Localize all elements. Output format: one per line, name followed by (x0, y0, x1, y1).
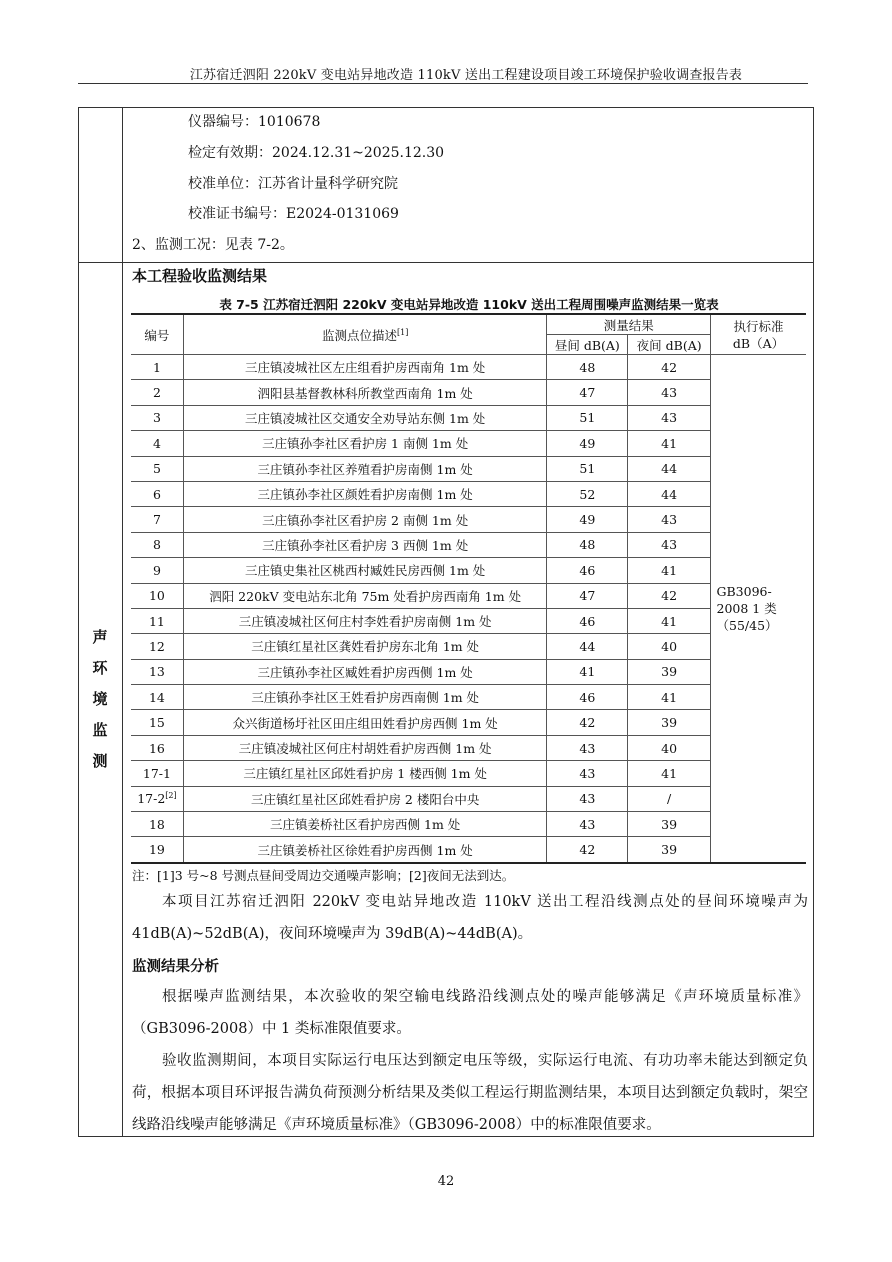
cell-night: 39 (628, 710, 711, 735)
table-row (131, 659, 806, 684)
cell-night: 39 (628, 837, 711, 863)
cell-day: 47 (547, 583, 628, 608)
cell-id (131, 634, 183, 659)
cell-description: 三庄镇孙李社区颜姓看护房南侧 1m 处 (183, 481, 547, 506)
instrument-number: 仪器编号：1010678 (188, 114, 321, 130)
table-row (131, 405, 806, 430)
cell-night: 43 (628, 532, 711, 557)
analysis-paragraph-1: 根据噪声监测结果，本次验收的架空输电线路沿线测点处的噪声能够满足《声环境质量标准》（GB3096-2008）中 1 类标准限值要求。 (132, 989, 808, 1037)
summary-paragraph: 本项目江苏宿迁泗阳 220kV 变电站异地改造 110kV 送出工程沿线测点处的昼间环境噪声为 41dB(A)~52dB(A)，夜间环境噪声为 39dB(A)~44dB(A)。 (132, 894, 808, 942)
table-caption: 表 7-5 江苏宿迁泗阳 220kV 变电站异地改造 110kV 送出工程周围噪声监测结果一览表 (219, 297, 719, 312)
cell-id (131, 532, 183, 557)
cell-night: 41 (628, 608, 711, 633)
table-row (131, 837, 806, 863)
cell-description: 三庄镇孙李社区看护房 1 南侧 1m 处 (183, 431, 547, 456)
header-id: 编号 (131, 314, 183, 355)
cell-id-text: 15 (148, 715, 165, 731)
cell-night: 44 (628, 456, 711, 481)
cell-id-text: 11 (148, 613, 165, 629)
header-rule (78, 83, 808, 84)
cell-night: 41 (628, 431, 711, 456)
cell-id-text: 12 (148, 638, 165, 654)
table-note: 注：[1]3 号~8 号测点昼间受周边交通噪声影响；[2]夜间无法到达。 (132, 868, 515, 883)
cell-description: 三庄镇史集社区桃西村臧姓民房西侧 1m 处 (183, 558, 547, 583)
header-description (183, 314, 547, 355)
cell-id-text: 9 (152, 562, 161, 578)
cell-description: 三庄镇孙李社区养殖看护房南侧 1m 处 (183, 456, 547, 481)
cell-id (131, 456, 183, 481)
cell-id-text: 7 (152, 512, 161, 528)
cell-id-text: 17-2 (137, 791, 166, 807)
cell-day: 41 (547, 659, 628, 684)
cell-description: 三庄镇凌城社区交通安全劝导站东侧 1m 处 (183, 405, 547, 430)
analysis-title: 监测结果分析 (132, 959, 219, 975)
cell-description: 三庄镇孙李社区王姓看护房西南侧 1m 处 (183, 685, 547, 710)
cell-day: 46 (547, 685, 628, 710)
cell-day: 49 (547, 431, 628, 456)
header-night: 夜间 dB(A) (628, 335, 711, 355)
table-row (131, 456, 806, 481)
table-row (131, 735, 806, 760)
cell-id (131, 431, 183, 456)
cell-id-text: 8 (152, 537, 161, 553)
cell-night: 41 (628, 558, 711, 583)
row-divider (78, 262, 814, 263)
table-row (131, 431, 806, 456)
section-title: 本工程验收监测结果 (132, 267, 268, 285)
cell-id (131, 786, 183, 811)
table-row (131, 634, 806, 659)
cell-night: 41 (628, 685, 711, 710)
cell-id-text: 5 (152, 461, 161, 477)
cell-description: 三庄镇姜桥社区徐姓看护房西侧 1m 处 (183, 837, 547, 863)
cell-day: 48 (547, 355, 628, 380)
section-label-char: 测 (92, 752, 108, 770)
section-label (80, 622, 120, 777)
section-label-char: 境 (92, 690, 108, 708)
analysis-paragraph-2: 验收监测期间，本项目实际运行电压达到额定电压等级，实际运行电流、有功功率未能达到额定负荷，根据本项目环评报告满负荷预测分析结果及类似工程运行期监测结果，本项目达到额定负载时，架空线路沿线噪声能够满足《声环境质量标准》（GB3096-2008）中的标准限值要求。 (132, 1053, 808, 1133)
cell-night: / (628, 786, 711, 811)
cell-id-footnote: [2] (165, 791, 177, 801)
cell-id (131, 812, 183, 837)
cell-id-text: 14 (148, 689, 165, 705)
header-results: 测量结果 (547, 314, 711, 335)
cell-id (131, 761, 183, 786)
certificate-number: 校准证书编号：E2024-0131069 (188, 206, 399, 222)
cell-id (131, 405, 183, 430)
noise-results-table (131, 313, 806, 864)
header-description-text: 监测点位描述 (321, 327, 397, 343)
cell-night: 43 (628, 507, 711, 532)
cell-description: 三庄镇红星社区邱姓看护房 1 楼西侧 1m 处 (183, 761, 547, 786)
header-standard-text: 执行标准 dB（A） (732, 318, 785, 351)
cell-night: 44 (628, 481, 711, 506)
cell-id (131, 710, 183, 735)
cell-description: 泗阳县基督教林科所教堂西南角 1m 处 (183, 380, 547, 405)
cell-day: 51 (547, 405, 628, 430)
cell-id-text: 19 (148, 842, 165, 858)
cell-night: 42 (628, 583, 711, 608)
cell-night: 43 (628, 405, 711, 430)
cell-day: 52 (547, 481, 628, 506)
cell-id (131, 608, 183, 633)
cell-id (131, 380, 183, 405)
cell-description: 三庄镇孙李社区看护房 3 西侧 1m 处 (183, 532, 547, 557)
cell-id-text: 6 (152, 486, 161, 502)
cell-id (131, 558, 183, 583)
cell-day: 43 (547, 761, 628, 786)
cell-id (131, 735, 183, 760)
cell-night: 39 (628, 659, 711, 684)
cell-description: 三庄镇红星社区邱姓看护房 2 楼阳台中央 (183, 786, 547, 811)
cell-id-text: 17-1 (142, 765, 171, 781)
cell-day: 42 (547, 710, 628, 735)
cell-day: 51 (547, 456, 628, 481)
cell-day: 42 (547, 837, 628, 863)
cell-description: 三庄镇凌城社区何庄村李姓看护房南侧 1m 处 (183, 608, 547, 633)
cell-day: 43 (547, 735, 628, 760)
cell-id-text: 16 (148, 740, 165, 756)
header-description-footnote: [1] (396, 327, 409, 337)
cell-night: 40 (628, 634, 711, 659)
table-row (131, 507, 806, 532)
table-row (131, 558, 806, 583)
cell-id-text: 3 (152, 410, 161, 426)
cell-day: 49 (547, 507, 628, 532)
table-row (131, 685, 806, 710)
table-row (131, 380, 806, 405)
cell-day: 46 (547, 558, 628, 583)
monitoring-condition: 2、监测工况：见表 7-2。 (132, 237, 294, 253)
cell-night: 40 (628, 735, 711, 760)
document-header: 江苏宿迁泗阳 220kV 变电站异地改造 110kV 送出工程建设项目竣工环境保护验收调查报告表 (189, 68, 743, 83)
cell-id (131, 481, 183, 506)
cell-description: 三庄镇孙李社区臧姓看护房西侧 1m 处 (183, 659, 547, 684)
cell-id-text: 13 (148, 664, 165, 680)
table-body (131, 355, 806, 863)
cell-id (131, 685, 183, 710)
header-standard (711, 314, 806, 355)
cell-id-text: 4 (152, 435, 161, 451)
cell-id (131, 507, 183, 532)
cell-day: 43 (547, 786, 628, 811)
cell-id (131, 583, 183, 608)
cell-night: 41 (628, 761, 711, 786)
cell-id-text: 1 (152, 359, 161, 375)
cell-id (131, 837, 183, 863)
table-row (131, 583, 806, 608)
table-row (131, 481, 806, 506)
cell-day: 48 (547, 532, 628, 557)
cell-description: 泗阳 220kV 变电站东北角 75m 处看护房西南角 1m 处 (183, 583, 547, 608)
section-label-char: 声 (92, 628, 108, 646)
cell-id (131, 659, 183, 684)
table-row (131, 786, 806, 811)
cell-description: 三庄镇红星社区龚姓看护房东北角 1m 处 (183, 634, 547, 659)
cell-night: 39 (628, 812, 711, 837)
cell-day: 44 (547, 634, 628, 659)
cell-id-text: 10 (148, 588, 165, 604)
section-label-char: 环 (92, 659, 108, 677)
cell-day: 46 (547, 608, 628, 633)
cell-day: 47 (547, 380, 628, 405)
table-row (131, 608, 806, 633)
cell-standard (711, 355, 806, 863)
calibration-unit: 校准单位：江苏省计量科学研究院 (188, 176, 398, 192)
table-row (131, 532, 806, 557)
cell-day: 43 (547, 812, 628, 837)
cell-description: 三庄镇孙李社区看护房 2 南侧 1m 处 (183, 507, 547, 532)
cell-id-text: 2 (152, 385, 161, 401)
page-number: 42 (437, 1174, 455, 1189)
cell-night: 43 (628, 380, 711, 405)
header-day: 昼间 dB(A) (547, 335, 628, 355)
table-row (131, 812, 806, 837)
table-row (131, 710, 806, 735)
section-label-char: 监 (92, 721, 108, 739)
cell-id-text: 18 (148, 816, 165, 832)
table-row (131, 761, 806, 786)
cell-night: 42 (628, 355, 711, 380)
cell-description: 三庄镇凌城社区左庄组看护房西南角 1m 处 (183, 355, 547, 380)
cell-description: 三庄镇凌城社区何庄村胡姓看护房西侧 1m 处 (183, 735, 547, 760)
cell-description: 众兴街道杨圩社区田庄组田姓看护房西侧 1m 处 (183, 710, 547, 735)
cell-standard-text: GB3096-2008 1 类（55/45） (716, 583, 778, 633)
cell-id (131, 355, 183, 380)
cell-description: 三庄镇姜桥社区看护房西侧 1m 处 (183, 812, 547, 837)
table-row (131, 355, 806, 380)
validity-period: 检定有效期：2024.12.31~2025.12.30 (188, 145, 445, 161)
